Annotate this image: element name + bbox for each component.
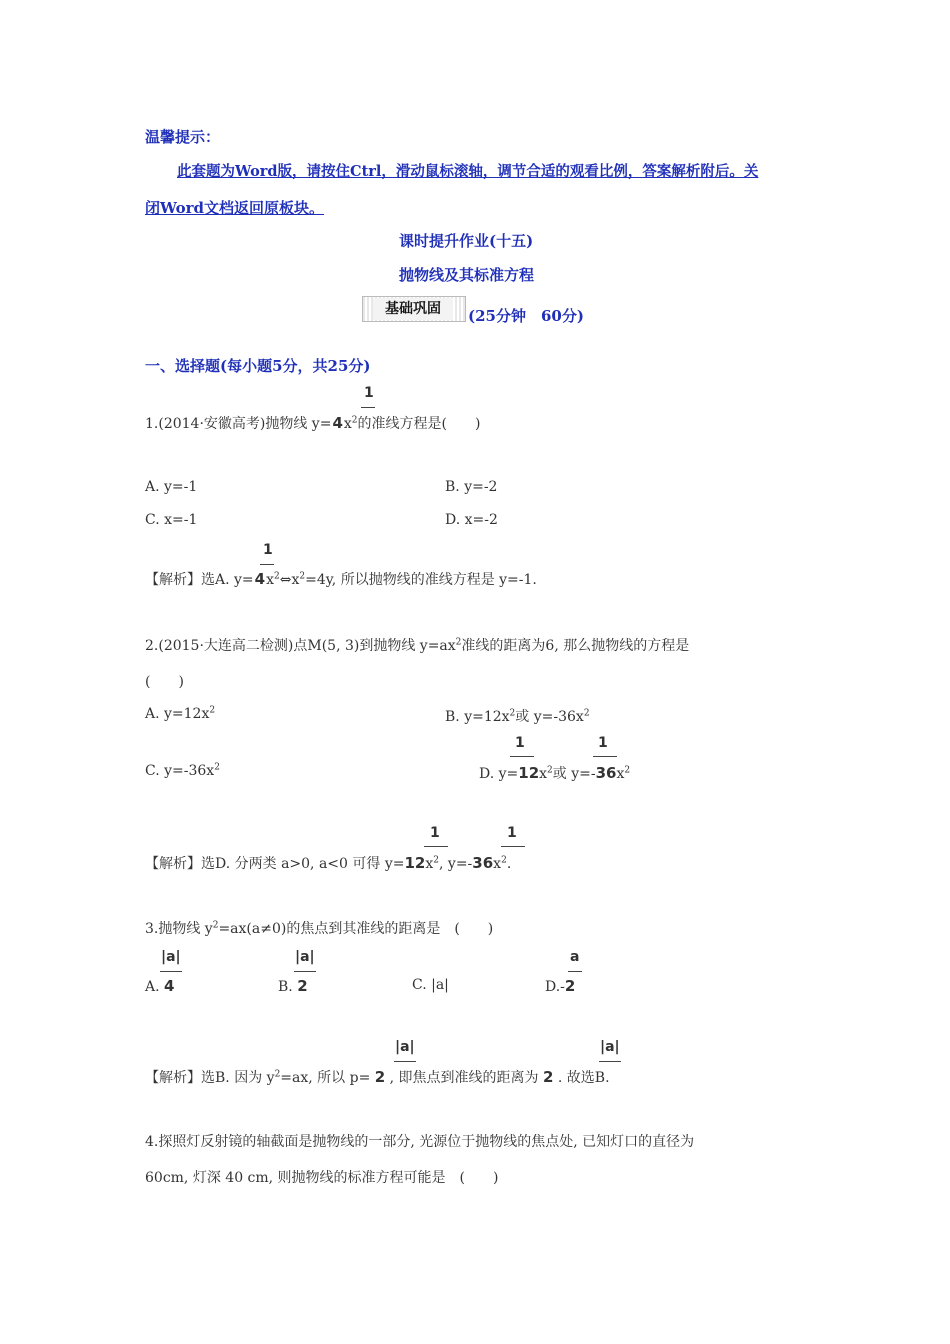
q2-d-frac2-bar (593, 756, 617, 757)
q1-analysis: 【解析】选A. $y=4x^2\Leftrightarrow x^2=4y$, 所以抛物线的准线方程是 y=-1. (145, 570, 537, 588)
page-subtitle: 抛物线及其标准方程 (399, 266, 535, 284)
q3-analysis-frac2-den: 2 (543, 1068, 554, 1086)
q1-option-d[interactable]: D. x=-2 (445, 512, 498, 528)
q3-d-frac-den: 2 (564, 977, 576, 995)
q2-d-frac2-num: 1 (598, 735, 608, 751)
q4-stem-line-1: 4.探照灯反射镜的轴截面是抛物线的一部分, 光源位于抛物线的焦点处, 已知灯口的直径为 (145, 1134, 695, 1150)
q3-option-d[interactable]: D.-2 (545, 977, 576, 995)
q2-stem-line-2: ( ) (145, 674, 184, 690)
section-badge (362, 296, 466, 322)
q3-analysis-frac1-den: 2 (374, 1068, 386, 1086)
q2-analysis-frac2-bar (501, 846, 525, 847)
section-heading: 一、选择题(每小题5分，共25分) (145, 357, 371, 375)
q1-analysis-frac-bar (260, 564, 274, 565)
q3-analysis-frac1-bar (394, 1061, 416, 1062)
q2-analysis-frac2-num: 1 (507, 825, 517, 841)
q2-analysis-frac1-den: 12 (404, 854, 426, 872)
section-badge-label: 基础巩固 (373, 298, 453, 320)
q1-option-b[interactable]: B. y=-2 (445, 479, 498, 495)
q3-option-b[interactable]: B. 2 (278, 977, 308, 995)
q4-stem-line-2: 60cm, 灯深 40 cm, 则抛物线的标准方程可能是 ( ) (145, 1170, 499, 1186)
q1-option-a[interactable]: A. y=-1 (145, 479, 198, 495)
q3-option-c[interactable]: C. |a| (412, 977, 449, 993)
q3-analysis-frac2-num: |a| (600, 1039, 620, 1055)
page-title: 课时提升作业(十五) (399, 232, 534, 250)
q2-analysis: 【解析】选D. 分两类 a>0, a<0 可得 $y=12x^2$, $y=-36x^2$. (145, 854, 512, 872)
q1-frac-bar (361, 407, 375, 408)
q2-analysis-frac2-den: 36 (472, 854, 494, 872)
q2-option-a[interactable]: A. $y=12x^2$ (145, 705, 216, 722)
q1-analysis-frac-num: 1 (263, 542, 273, 558)
time-score: (25分钟 60分) (468, 307, 584, 325)
q3-analysis-frac2-bar (599, 1061, 621, 1062)
q2-d-frac2-den: 36 (595, 764, 617, 782)
q2-d-frac1-den: 12 (518, 764, 540, 782)
q1-option-c[interactable]: C. x=-1 (145, 512, 198, 528)
tip-line-2: 闭Word文档返回原板块。 (145, 199, 325, 217)
q2-d-frac1-bar (510, 756, 534, 757)
q1-analysis-frac-den: 4 (254, 570, 266, 588)
q3-b-frac-num: |a| (295, 949, 315, 965)
q3-option-a[interactable]: A. 4 (145, 977, 175, 995)
q3-b-frac-bar (294, 971, 316, 972)
tip-heading: 温馨提示： (145, 128, 221, 146)
q2-option-d[interactable]: D. $y=12x^2$或 $y=-36x^2$ (479, 764, 631, 782)
q3-a-frac-num: |a| (161, 949, 181, 965)
q2-analysis-frac1-bar (424, 846, 448, 847)
q2-option-b[interactable]: B. $y=12x^2$或 $y=-36x^2$ (445, 708, 590, 725)
q3-d-frac-bar (568, 971, 582, 972)
q3-a-frac-den: 4 (164, 977, 175, 995)
q1-frac-num: 1 (364, 385, 374, 401)
q3-a-frac-bar (160, 971, 182, 972)
q2-option-c[interactable]: C. $y=-36x^2$ (145, 762, 220, 779)
q2-stem-line-1: 2.(2015·大连高二检测)点M(5, 3)到抛物线 $y=ax^2$准线的距离为6, 那么抛物线的方程是 (145, 637, 690, 654)
q3-stem: 3.抛物线 $y^2=ax(a\ne 0)$的焦点到其准线的距离是 ( ) (145, 920, 494, 937)
q1-frac-den: 4 (332, 414, 343, 432)
q3-b-frac-den: 2 (297, 977, 308, 995)
q3-analysis: 【解析】选B. 因为 $y^2=ax$, 所以 p= 2 , 即焦点到准线的距离为 2 . 故选B. (145, 1068, 610, 1086)
q3-d-frac-num: a (570, 949, 580, 965)
tip-line-1: 此套题为Word版，请按住Ctrl，滑动鼠标滚轴，调节合适的观看比例，答案解析附后。关 (177, 163, 759, 180)
q2-d-frac1-num: 1 (515, 735, 525, 751)
q3-analysis-frac1-num: |a| (395, 1039, 415, 1055)
q2-analysis-frac1-num: 1 (430, 825, 440, 841)
q1-stem: 1.(2014·安徽高考)抛物线 $y=4x^2$的准线方程是( ) (145, 414, 481, 432)
